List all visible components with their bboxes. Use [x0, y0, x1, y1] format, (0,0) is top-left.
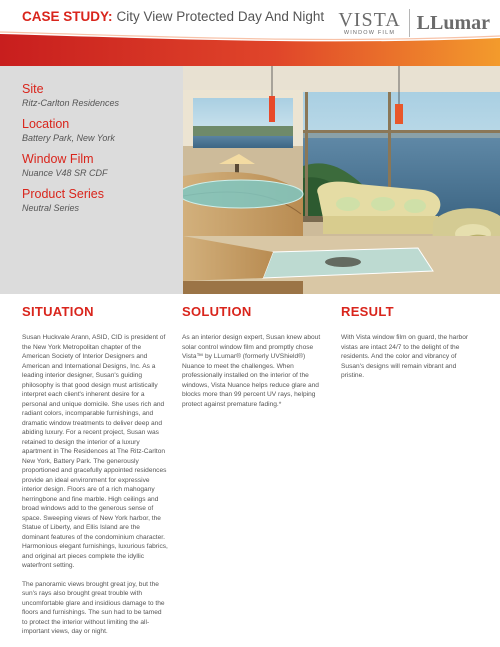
info-value: Nuance V48 SR CDF [22, 168, 108, 178]
project-info [22, 82, 180, 222]
vista-logo-subtext: WINDOW FILM [343, 29, 396, 36]
info-product-series [22, 187, 180, 215]
solution-section [182, 304, 327, 418]
info-label: Location [22, 117, 70, 131]
interior-photo [183, 66, 500, 294]
llumar-logo-text: LLumar [416, 11, 490, 34]
header-swoosh [0, 28, 500, 68]
situation-heading: SITUATION [22, 304, 94, 319]
case-study-label: CASE STUDY: [22, 9, 113, 24]
info-location [22, 117, 180, 145]
result-paragraph: With Vista window film on guard, the harbor vistas are intact 24/7 to the delight of the residents. And the color and vibrancy of Susan's designs will remain vibrant and pristine. [341, 334, 469, 379]
result-section [341, 304, 481, 390]
page-title [22, 9, 324, 24]
info-label: Window Film [22, 152, 94, 166]
info-value: Ritz-Carlton Residences [22, 98, 120, 108]
info-site [22, 82, 180, 110]
info-label: Product Series [22, 187, 104, 201]
vista-logo-text: VISTA [338, 8, 401, 31]
info-value: Battery Park, New York [22, 133, 115, 143]
situation-paragraph-2: The panoramic views brought great joy, but the sun's rays also brought great trouble with uncomfortable glare and insidious damage to the floors and furnishings. The sun had to be tamed to protect the interior without limiting the all-important views, day or night. [22, 580, 165, 635]
situation-paragraph-1: Susan Huckvale Arann, ASID, CID is president of the New York Metropolitan chapter of the American Society of Interior Designers and American and International Designs, Inc. As a leading interior designer, Susan's guiding philosophy is that good design must artistically interpret each client's inherent desire for a personal and unique domicile. She uses rich and radiant colors, incomparable furnishings, and dramatic window treatments to deliver deep and abiding luxury. For a recent project, Susan was retained to design the interior of a luxury apartment in The Residences at The Ritz-Carlton New York, Battery Park. The generously proportioned and gracefully appointed residences provide an ideal environment for expressive interior design. Floors are of a rich mahogany herringbone and fine marble. High ceilings and broad windows add to the generous sense of space. Sweeping views of New York harbor, the Statue of Liberty, and Ellis Island are the dominant features of the condominium character. Harmonious elegant furnishings, luxurious fabrics, and original art pieces complete the idyllic waterfront setting. [22, 334, 168, 569]
info-label: Site [22, 82, 44, 96]
solution-heading: SOLUTION [182, 304, 252, 319]
situation-section [22, 304, 168, 646]
result-heading: RESULT [341, 304, 394, 319]
info-value: Neutral Series [22, 203, 80, 213]
case-study-title: City View Protected Day And Night [116, 9, 325, 24]
info-window-film [22, 152, 180, 180]
solution-paragraph: As an interior design expert, Susan knew about solar control window film and promptly chose Vista™ by LLumar® (formerly UVShield®) Nuance to meet the challenges. When professionally installed on the interior of the windows, Vista Nuance helps reduce glare and blocks more than 99 percent UV rays, helping protect against premature fading.* [182, 334, 321, 408]
